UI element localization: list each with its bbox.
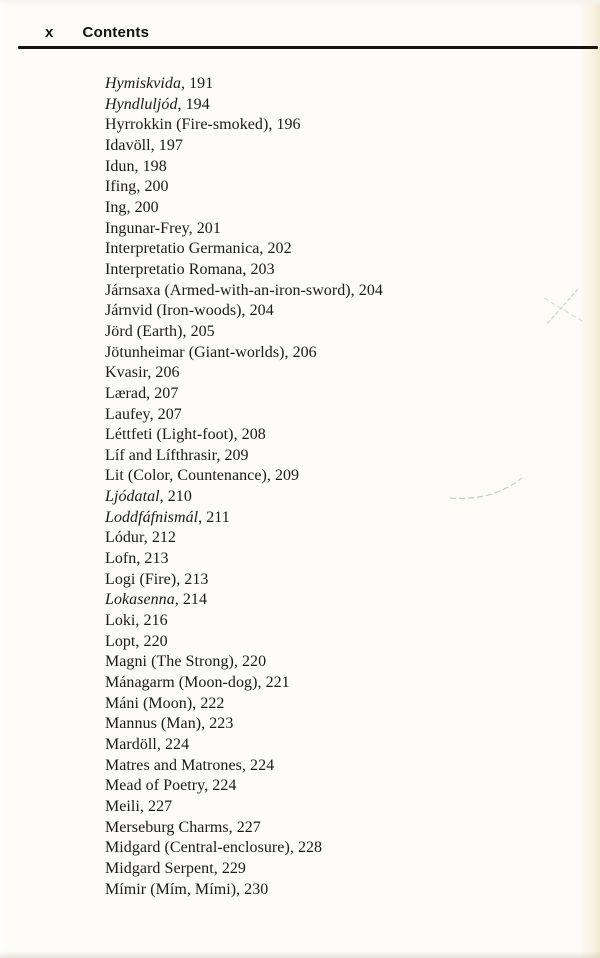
toc-entry: [105, 425, 580, 446]
toc-entry-page: , 197: [150, 136, 183, 154]
toc-entry: [105, 508, 580, 529]
toc-entry-page: , 207: [146, 384, 179, 402]
toc-entry: [105, 673, 580, 694]
toc-entry-page: , 224: [156, 736, 190, 753]
toc-entry-title: Logi (Fire): [105, 570, 177, 588]
toc-entry: [105, 818, 580, 839]
toc-entry-page: , 204: [350, 281, 383, 299]
toc-entry: [105, 570, 580, 591]
toc-entry-page: , 194: [177, 95, 210, 113]
toc-entry-title: Idun: [105, 157, 135, 175]
toc-entry-page: , 209: [266, 467, 300, 485]
toc-entry-title: Ifing: [105, 178, 137, 196]
toc-entry-title: Lofn: [105, 550, 137, 568]
toc-entry: [105, 838, 580, 859]
toc-entry: [105, 405, 580, 426]
toc-entry: [105, 528, 580, 549]
toc-entry: [105, 694, 580, 715]
toc-entry-page: , 205: [182, 322, 215, 340]
toc-entry-page: , 220: [135, 632, 168, 650]
toc-list: [105, 74, 580, 900]
toc-entry: [105, 384, 580, 405]
folio-page-number: x: [45, 24, 54, 41]
toc-entry-page: , 206: [284, 343, 317, 361]
toc-entry-page: , 227: [139, 797, 173, 815]
toc-entry: [105, 632, 580, 653]
toc-entry-page: , 207: [149, 405, 182, 423]
toc-entry: [105, 487, 580, 508]
toc-entry-page: , 211: [198, 508, 230, 526]
toc-entry-title: Máni (Moon): [105, 694, 193, 712]
toc-entry-page: , 223: [201, 715, 234, 733]
toc-entry-title: Mánagarm (Moon-dog): [105, 674, 258, 692]
toc-entry: [105, 281, 580, 302]
toc-entry-title: Líf and Lífthrasir: [105, 446, 217, 464]
toc-entry: [105, 549, 580, 570]
toc-entry-title: Interpretatio Romana: [105, 260, 243, 278]
toc-entry: [105, 74, 580, 95]
toc-entry: [105, 239, 580, 260]
toc-entry: [105, 363, 580, 384]
toc-entry-title: Lit (Color, Countenance): [105, 467, 267, 485]
scan-bottom-edge: [0, 951, 600, 958]
toc-entry: [105, 301, 580, 322]
toc-entry-title: Midgard Serpent: [105, 859, 214, 877]
toc-entry-page: , 208: [233, 426, 266, 444]
toc-entry: [105, 590, 580, 611]
toc-entry-title: Ing: [105, 198, 127, 216]
toc-entry-page: , 230: [236, 880, 269, 898]
toc-entry-title: Meili: [105, 797, 140, 815]
toc-entry: [105, 219, 580, 240]
toc-entry-title: Mímir (Mím, Mími): [105, 880, 237, 898]
toc-entry: [105, 466, 580, 487]
toc-entry: [105, 95, 580, 116]
toc-entry-page: , 198: [134, 157, 167, 175]
toc-entry-title: Ingunar-Frey: [105, 219, 189, 237]
toc-entry-title: Léttfeti (Light-foot): [105, 426, 234, 444]
toc-entry-title: Mardöll: [105, 736, 157, 753]
toc-entry-title: Merseburg Charms: [105, 818, 229, 836]
toc-entry: [105, 198, 580, 219]
toc-entry-title: Hyrrokkin (Fire-smoked): [105, 116, 269, 134]
toc-entry-title: Loki: [105, 612, 136, 630]
toc-entry-page: , 213: [176, 570, 209, 588]
toc-entry-page: , 213: [136, 550, 169, 568]
toc-entry-title: Lopt: [105, 632, 136, 650]
toc-entry-title: Midgard (Central-enclosure): [105, 839, 290, 857]
toc-entry-page: , 228: [289, 839, 323, 857]
toc-entry-page: , 221: [257, 674, 290, 692]
toc-entry-page: , 224: [241, 756, 275, 774]
running-header-title: Contents: [82, 24, 150, 41]
toc-entry-page: , 204: [241, 302, 274, 320]
running-header: [45, 24, 149, 41]
toc-entry: [105, 611, 580, 632]
toc-entry: [105, 446, 580, 467]
toc-entry-title: Laufey: [105, 405, 150, 423]
header-rule: [18, 46, 598, 49]
toc-entry-title: Loddfáfnismál: [105, 508, 199, 526]
toc-entry-title: Lokasenna: [105, 591, 175, 609]
toc-entry: [105, 859, 580, 880]
toc-entry-title: Mead of Poetry: [105, 777, 205, 795]
toc-entry-title: Interpretatio Germanica: [105, 240, 260, 258]
scan-top-edge: [0, 0, 600, 6]
toc-entry-title: Jörd (Earth): [105, 322, 183, 340]
toc-entry-title: Kvasir: [105, 364, 148, 382]
toc-entry-page: , 206: [147, 364, 180, 382]
toc-entry-page: , 209: [216, 446, 249, 464]
toc-entry: [105, 776, 580, 797]
toc-entry-title: Hymiskvida: [105, 75, 182, 92]
toc-entry-page: , 229: [213, 859, 246, 877]
toc-entry: [105, 797, 580, 818]
toc-entry: [105, 157, 580, 178]
toc-entry-title: Hyndluljód: [105, 95, 178, 113]
toc-entry: [105, 714, 580, 735]
toc-entry-page: , 216: [135, 612, 168, 630]
toc-entry-title: Ljódatal: [105, 488, 160, 506]
toc-entry-page: , 202: [259, 240, 292, 258]
toc-entry: [105, 260, 580, 281]
toc-entry-page: , 214: [174, 591, 208, 609]
toc-entry: [105, 115, 580, 136]
toc-entry-title: Matres and Matrones: [105, 756, 242, 774]
toc-entry-page: , 220: [233, 653, 267, 671]
toc-entry: [105, 652, 580, 673]
toc-entry-page: , 201: [188, 219, 221, 237]
toc-entry-title: Lódur: [105, 529, 144, 547]
toc-entry-page: , 191: [181, 75, 214, 92]
toc-entry-page: , 222: [192, 694, 225, 712]
toc-entry: [105, 756, 580, 777]
toc-entry-title: Járnvid (Iron-woods): [105, 302, 242, 320]
toc-entry-page: , 203: [242, 260, 275, 278]
toc-entry-title: Magni (The Strong): [105, 653, 234, 671]
toc-entry-page: , 200: [126, 198, 159, 216]
toc-entry-title: Idavöll: [105, 136, 151, 154]
toc-entry-title: Mannus (Man): [105, 715, 202, 733]
toc-entry-title: Járnsaxa (Armed-with-an-iron-sword): [105, 281, 351, 299]
toc-entry-page: , 196: [268, 116, 301, 134]
toc-entry: [105, 735, 580, 756]
toc-entry-page: , 227: [228, 818, 261, 836]
toc-entry-page: , 212: [143, 529, 176, 547]
toc-entry-page: , 210: [159, 488, 192, 506]
toc-entry: [105, 343, 580, 364]
toc-entry: [105, 177, 580, 198]
toc-entry-page: , 224: [204, 777, 237, 795]
toc-entry-title: Lærad: [105, 384, 147, 402]
toc-entry: [105, 322, 580, 343]
toc-entry-title: Jötunheimar (Giant-worlds): [105, 343, 285, 361]
toc-entry: [105, 880, 580, 901]
toc-entry-page: , 200: [136, 178, 169, 196]
toc-entry: [105, 136, 580, 157]
